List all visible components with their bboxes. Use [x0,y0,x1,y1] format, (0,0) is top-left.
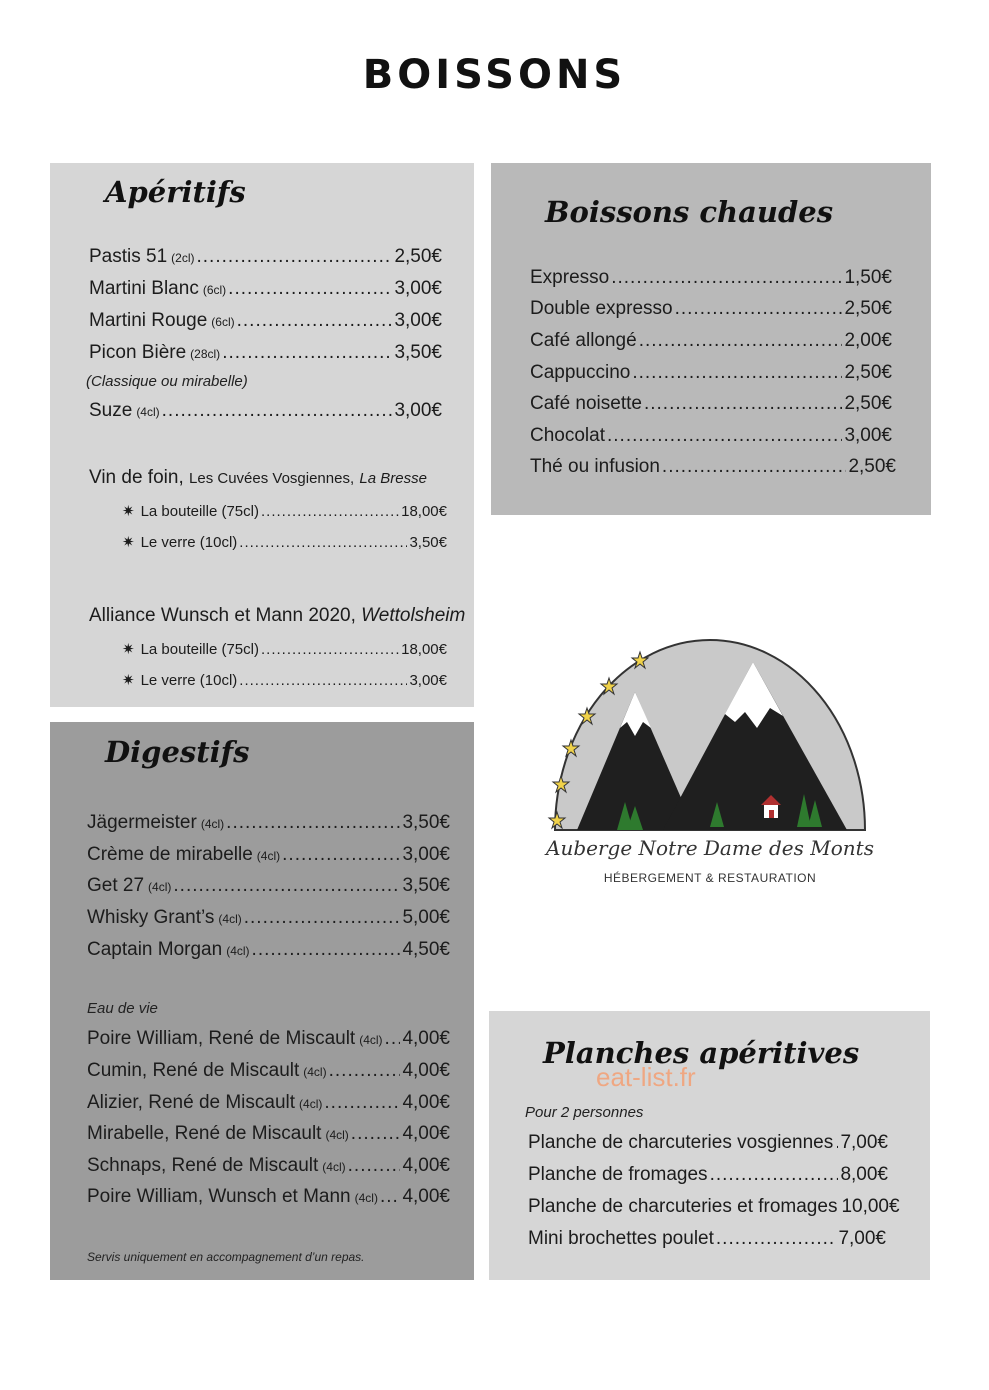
dot-leader [710,1164,839,1186]
dot-leader [252,939,401,961]
item-name: Crème de mirabelle [87,844,253,865]
wine-place: Wettolsheim [361,605,466,626]
item-name: Thé ou infusion [530,456,660,477]
menu-item [89,342,442,364]
item-qty: (4cl) [359,1033,383,1047]
item-qty: (4cl) [299,1097,323,1111]
menu-item [530,298,892,320]
wine-name: Alliance Wunsch et Mann 2020, [89,605,356,626]
menu-item [87,1028,450,1050]
dot-leader [380,1186,400,1208]
item-price: 2,50€ [844,393,892,414]
item-name: Whisky Grant’s [87,907,215,928]
page-title: BOISSONS [362,52,627,98]
item-price: 3,50€ [409,534,447,551]
item-name: Jägermeister [87,812,197,833]
picon-note: (Classique ou mirabelle) [86,373,248,390]
item-name: La bouteille (75cl) [140,641,259,658]
item-price: 4,50€ [402,939,450,960]
item-name: Suze [89,400,133,421]
asterisk-icon: ✷ [122,641,135,658]
item-price: 3,50€ [402,812,450,833]
item-name: Le verre (10cl) [140,672,238,689]
item-qty: (4cl) [322,1160,346,1174]
logo-name: Auberge Notre Dame des Monts [546,836,874,860]
item-qty: (6cl) [202,283,227,297]
menu-item [530,393,892,415]
item-price: 4,00€ [402,1060,450,1081]
dot-leader [611,267,842,289]
footnote: Servis uniquement en accompagnement d’un repas. [87,1250,365,1264]
item-price: 4,00€ [402,1092,450,1113]
item-name: Café allongé [530,330,637,351]
menu-item [87,1155,450,1177]
item-name: Chocolat [530,425,605,446]
dot-leader [261,503,399,520]
item-name: Planche de charcuteries vosgiennes [528,1132,834,1153]
dot-leader [237,310,393,332]
menu-item [87,907,450,929]
menu-item [528,1164,888,1186]
logo-tagline: HÉBERGEMENT & RESTAURATION [603,871,817,885]
menu-item [530,362,892,384]
menu-item [87,812,450,834]
item-price: 3,00€ [394,278,442,299]
item-price: 18,00€ [401,641,447,658]
item-price: 3,00€ [394,310,442,331]
item-qty: (4cl) [218,912,242,926]
item-price: 2,50€ [394,246,442,267]
eau-de-vie-label: Eau de vie [87,1000,158,1017]
item-name: Expresso [530,267,610,288]
menu-item [530,267,892,289]
menu-item [530,330,892,352]
item-qty: (6cl) [211,315,235,329]
item-price: 18,00€ [401,503,447,520]
dot-leader [675,298,843,320]
item-name: Planche de charcuteries et fromages [528,1196,838,1217]
item-name: Captain Morgan [87,939,223,960]
dot-leader [644,393,842,415]
wine-title [89,467,427,489]
menu-item [89,246,442,268]
menu-item [89,278,442,300]
item-price: 3,00€ [844,425,892,446]
dot-leader [162,400,393,422]
item-name: Planche de fromages [528,1164,708,1185]
wine-name: Vin de foin, [89,467,184,488]
dot-leader [607,425,842,447]
wine-producer: Les Cuvées Vosgiennes, [189,470,355,487]
item-price: 8,00€ [840,1164,888,1185]
item-qty: (4cl) [354,1191,378,1205]
item-name: Alizier, René de Miscault [87,1092,296,1113]
item-name: Martini Rouge [89,310,208,331]
item-price: 7,00€ [840,1132,888,1153]
dot-leader [244,907,401,929]
asterisk-icon: ✷ [122,534,135,551]
menu-item [87,1060,450,1082]
menu-item [530,456,896,478]
menu-item [89,400,442,422]
dot-leader [261,641,399,658]
menu-item [87,1092,450,1114]
item-name: Get 27 [87,875,145,896]
item-name: Café noisette [530,393,642,414]
item-price: 2,00€ [844,330,892,351]
digestifs-title: Digestifs [105,735,250,769]
menu-item [87,1123,450,1145]
item-name: Double expresso [530,298,673,319]
dot-leader [662,456,847,478]
menu-item [87,844,450,866]
item-price: 4,00€ [402,1123,450,1144]
menu-item [528,1228,886,1250]
item-name: Martini Blanc [89,278,199,299]
dot-leader [329,1060,401,1082]
dot-leader [632,362,842,384]
planches-subtitle: Pour 2 personnes [525,1104,644,1121]
dot-leader [173,875,400,897]
item-qty: (4cl) [136,405,160,419]
item-qty: (4cl) [200,817,225,831]
wine-title [89,605,465,627]
wine-glass-row [122,533,447,551]
item-name: Poire William, René de Miscault [87,1028,356,1049]
watermark: eat-list.fr [596,1062,696,1092]
dot-leader [282,844,400,866]
item-price: 5,00€ [402,907,450,928]
dot-leader [385,1028,401,1050]
item-name: Mini brochettes poulet [528,1228,714,1249]
item-price: 3,00€ [409,672,447,689]
item-price: 2,50€ [844,362,892,383]
asterisk-icon: ✷ [122,503,135,520]
dot-leader [239,672,407,689]
dot-leader [639,330,843,352]
asterisk-icon: ✷ [122,672,135,689]
item-price: 1,50€ [844,267,892,288]
dot-leader [226,812,400,834]
wine-bottle-row [122,640,447,658]
item-name: Schnaps, René de Miscault [87,1155,319,1176]
menu-item [528,1196,900,1218]
item-name: Picon Bière [89,342,187,363]
item-qty: (2cl) [171,251,195,265]
aperitifs-title: Apéritifs [105,175,246,209]
item-name: La bouteille (75cl) [140,503,259,520]
item-price: 7,00€ [838,1228,886,1249]
dot-leader [222,342,392,364]
item-price: 4,00€ [402,1186,450,1207]
item-name: Pastis 51 [89,246,168,267]
item-qty: (4cl) [325,1128,349,1142]
menu-item [89,310,442,332]
menu-item [87,1186,450,1208]
item-qty: (4cl) [256,849,281,863]
dot-leader [324,1092,400,1114]
item-price: 2,50€ [848,456,896,477]
dot-leader [835,1132,838,1154]
dot-leader [716,1228,837,1250]
menu-item [87,875,450,897]
dot-leader [228,278,392,300]
dot-leader [197,246,393,268]
menu-item [530,425,892,447]
dot-leader [351,1123,401,1145]
planches-title: Planches apéritives [543,1036,860,1070]
item-qty: (4cl) [303,1065,327,1079]
mountain-logo-icon [545,632,875,842]
item-price: 4,00€ [402,1155,450,1176]
item-price: 3,00€ [402,844,450,865]
item-price: 10,00€ [841,1196,900,1217]
item-qty: (4cl) [226,944,250,958]
item-price: 3,50€ [402,875,450,896]
boissons-chaudes-title: Boissons chaudes [545,195,834,229]
menu-item [87,939,450,961]
dot-leader [239,534,407,551]
dot-leader [348,1155,401,1177]
wine-glass-row [122,671,447,689]
item-qty: (4cl) [148,880,172,894]
item-name: Le verre (10cl) [140,534,238,551]
item-price: 3,50€ [394,342,442,363]
item-price: 2,50€ [844,298,892,319]
item-qty: (28cl) [190,347,221,361]
wine-place: La Bresse [359,470,427,487]
item-name: Mirabelle, René de Miscault [87,1123,322,1144]
item-name: Cappuccino [530,362,631,383]
wine-bottle-row [122,502,447,520]
item-price: 3,00€ [394,400,442,421]
menu-item [528,1132,888,1154]
item-name: Cumin, René de Miscault [87,1060,300,1081]
item-name: Poire William, Wunsch et Mann [87,1186,351,1207]
item-price: 4,00€ [402,1028,450,1049]
